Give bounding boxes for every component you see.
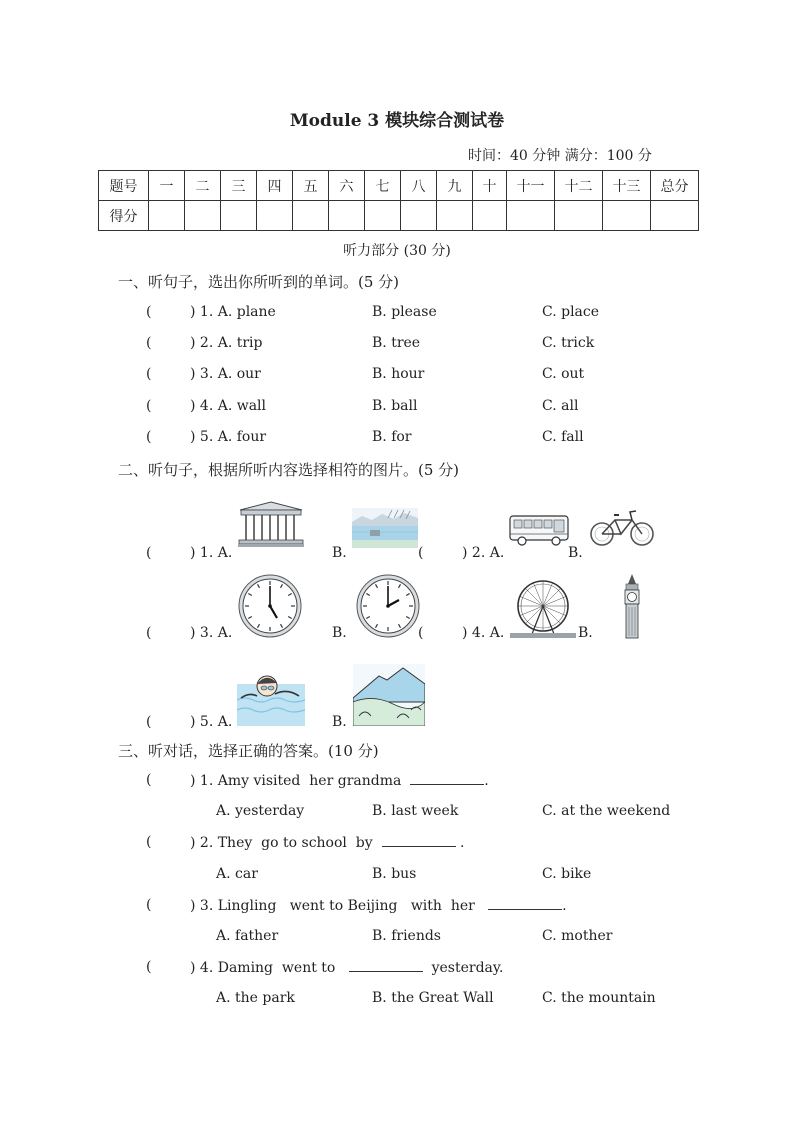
answer-paren[interactable]: ( [146, 366, 152, 382]
answer-blank[interactable] [349, 959, 423, 972]
picture-label: ) 5. A. [190, 714, 233, 730]
table-cell: 七 [365, 171, 401, 201]
question-text: ) 2. They go to school by [190, 835, 382, 851]
answer-paren[interactable]: ( [146, 398, 152, 414]
answer-paren[interactable]: ( [146, 714, 152, 730]
bicycle-icon [588, 506, 656, 548]
clock-icon [237, 573, 303, 639]
answer-option-c: C. mother [542, 928, 613, 944]
building-icon [238, 500, 304, 548]
question-option-c: C. fall [542, 429, 584, 445]
table-cell: 总分 [651, 171, 699, 201]
picture-label: B. [332, 625, 347, 641]
listening-header: 听力部分 (30 分) [343, 243, 451, 259]
score-cell[interactable] [651, 201, 699, 231]
table-cell: 一 [149, 171, 185, 201]
section2-title: 二、听句子，根据所听内容选择相符的图片。(5 分) [118, 461, 460, 479]
answer-option-a: A. the park [216, 990, 295, 1006]
question-option-a: ) 4. A. wall [190, 398, 267, 414]
answer-blank[interactable] [382, 834, 456, 847]
swimming-boy-icon [237, 670, 305, 726]
answer-paren[interactable]: ( [146, 897, 152, 913]
clock-icon [355, 573, 424, 641]
answer-option-c: C. the mountain [542, 990, 656, 1006]
river-landscape-icon [352, 508, 418, 548]
question-option-c: C. all [542, 398, 579, 414]
question-stem [190, 834, 464, 851]
picture-label: ) 1. A. [190, 545, 233, 561]
score-cell[interactable] [149, 201, 185, 231]
score-cell[interactable] [257, 201, 293, 231]
answer-paren[interactable]: ( [146, 335, 152, 351]
section3-title: 三、听对话，选择正确的答案。(10 分) [118, 742, 379, 760]
question-option-b: B. for [372, 429, 412, 445]
score-table-score-row [99, 201, 699, 231]
table-cell: 题号 [99, 171, 149, 201]
score-cell[interactable] [185, 201, 221, 231]
page-title: Module 3 模块综合测试卷 [289, 111, 505, 131]
bus-icon [508, 512, 570, 548]
table-cell: 十 [473, 171, 507, 201]
answer-paren[interactable]: ( [146, 304, 152, 320]
score-cell[interactable] [555, 201, 603, 231]
question-text: ) 4. Daming went to [190, 960, 349, 976]
clock-tower-icon [620, 574, 644, 640]
question-stem [190, 772, 489, 789]
question-text-end: . [455, 835, 465, 851]
table-cell: 得分 [99, 201, 149, 231]
score-cell[interactable] [401, 201, 437, 231]
question-option-a: ) 3. A. our [190, 366, 261, 382]
question-text-end: yesterday. [422, 960, 504, 976]
question-option-c: C. trick [542, 335, 595, 351]
table-cell: 五 [293, 171, 329, 201]
question-option-b: B. tree [372, 335, 421, 351]
score-cell[interactable] [473, 201, 507, 231]
answer-option-c: C. bike [542, 866, 592, 882]
question-text: ) 1. Amy visited her grandma [190, 773, 411, 789]
table-cell: 六 [329, 171, 365, 201]
picture-label: ) 2. A. [462, 545, 505, 561]
answer-option-b: B. bus [372, 866, 417, 882]
score-cell[interactable] [329, 201, 365, 231]
picture-label: B. [332, 545, 347, 561]
picture-label: B. [578, 625, 593, 641]
answer-paren[interactable]: ( [146, 959, 152, 975]
table-cell: 三 [221, 171, 257, 201]
answer-option-b: B. friends [372, 928, 441, 944]
answer-option-a: A. yesterday [216, 803, 305, 819]
answer-option-c: C. at the weekend [542, 803, 671, 819]
table-cell: 十一 [507, 171, 555, 201]
table-cell: 二 [185, 171, 221, 201]
mountain-icon [353, 664, 425, 726]
score-cell[interactable] [437, 201, 473, 231]
question-text: ) 3. Lingling went to Beijing with her [190, 898, 489, 914]
answer-paren[interactable]: ( [146, 429, 152, 445]
score-cell[interactable] [293, 201, 329, 231]
answer-option-a: A. car [216, 866, 258, 882]
answer-option-b: B. the Great Wall [372, 990, 494, 1006]
picture-label: ) 4. A. [462, 625, 505, 641]
table-cell: 十二 [555, 171, 603, 201]
answer-blank[interactable] [410, 772, 484, 785]
picture-label: B. [332, 714, 347, 730]
picture-label: B. [568, 545, 583, 561]
question-option-a: ) 1. A. plane [190, 304, 276, 320]
answer-paren[interactable]: ( [146, 834, 152, 850]
table-cell: 八 [401, 171, 437, 201]
question-stem [190, 897, 567, 914]
score-cell[interactable] [507, 201, 555, 231]
answer-option-a: A. father [216, 928, 279, 944]
answer-paren[interactable]: ( [146, 772, 152, 788]
answer-paren[interactable]: ( [146, 545, 152, 561]
question-option-c: C. place [542, 304, 600, 320]
score-cell[interactable] [603, 201, 651, 231]
answer-blank[interactable] [488, 897, 562, 910]
question-option-b: B. please [372, 304, 437, 320]
question-text-end: . [562, 898, 567, 914]
question-option-b: B. hour [372, 366, 425, 382]
table-cell: 十三 [603, 171, 651, 201]
table-cell: 四 [257, 171, 293, 201]
question-option-a: ) 2. A. trip [190, 335, 263, 351]
question-text-end: . [484, 773, 489, 789]
answer-paren[interactable]: ( [418, 625, 424, 641]
question-stem [190, 959, 503, 976]
question-option-c: C. out [542, 366, 585, 382]
score-table-header-row [99, 171, 699, 201]
answer-paren[interactable]: ( [146, 625, 152, 641]
answer-option-b: B. last week [372, 803, 459, 819]
question-option-a: ) 5. A. four [190, 429, 267, 445]
section1-title: 一、听句子，选出你所听到的单词。(5 分) [118, 273, 400, 291]
table-cell: 九 [437, 171, 473, 201]
time-info: 时间：40 分钟 满分：100 分 [468, 148, 652, 164]
score-table [98, 170, 699, 231]
score-cell[interactable] [365, 201, 401, 231]
picture-label: ) 3. A. [190, 625, 233, 641]
question-option-b: B. ball [372, 398, 418, 414]
score-cell[interactable] [221, 201, 257, 231]
ferris-wheel-icon [510, 578, 576, 640]
answer-paren[interactable]: ( [418, 545, 424, 561]
